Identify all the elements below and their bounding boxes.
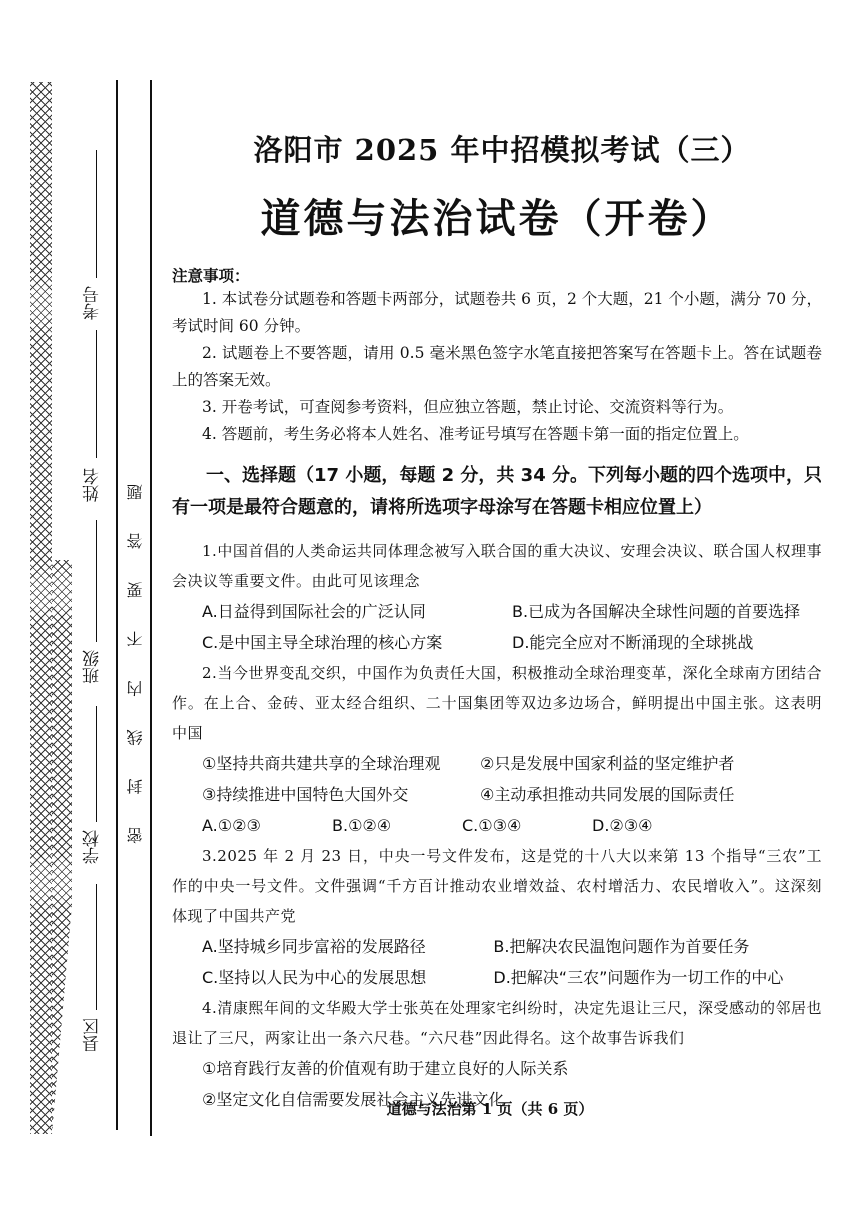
question-3-stem: 3.2025 年 2 月 23 日，中央一号文件发布，这是党的十八大以来第 13 个指导“三农”工作的中央一号文件。文件强调“千方百计推动农业增效益、农村增活力、农民增收入”。这深刻体现了中国共产党: [172, 847, 822, 925]
binding-hatch-pattern-lower: [52, 560, 72, 1134]
question-1-options-row: [172, 596, 822, 627]
option: A.日益得到国际社会的广泛认同: [202, 602, 426, 621]
binding-line-right: [150, 80, 152, 1136]
exam-title: 洛阳市 2025 年中招模拟考试（三）: [253, 133, 751, 167]
question-3-options-row: [172, 962, 822, 993]
field-label-name: 姓名: [83, 468, 103, 502]
notice-item: 1. 本试卷分试题卷和答题卡两部分，试题卷共 6 页，2 个大题，21 个小题，满分 70 分，考试时间 60 分钟。: [172, 290, 822, 335]
question-2-statements-row: [172, 748, 822, 779]
notice-item: 3. 开卷考试，可查阅参考资料，但应独立答题，禁止讨论、交流资料等行为。: [202, 398, 734, 416]
field-rule-class: [96, 520, 97, 642]
field-label-class: 班级: [83, 650, 103, 684]
question-2-stem: 2.当今世界变乱交织，中国作为负责任大国，积极推动全球治理变革，深化全球南方团结合作。在上合、金砖、亚太经合组织、二十国集团等双边多边场合，鲜明提出中国主张。这表明中国: [172, 664, 822, 742]
field-label-county: 县区: [83, 1018, 103, 1052]
statement: ②只是发展中国家利益的坚定维护者: [480, 754, 735, 773]
option: C.是中国主导全球治理的核心方案: [202, 633, 443, 652]
field-rule-county: [96, 884, 97, 1010]
question-3-options-row: [172, 931, 822, 962]
field-rule-exam-number: [96, 150, 97, 278]
notice-item: 2. 试题卷上不要答题，请用 0.5 毫米黑色签字水笔直接把答案写在答题卡上。答在试题卷上的答案无效。: [172, 344, 822, 389]
binding-line-left: [116, 80, 118, 1130]
question-2-options-row: [172, 810, 822, 841]
option: C.坚持以人民为中心的发展思想: [202, 968, 427, 987]
page-footer: 道德与法治第 1 页（共 6 页）: [386, 1100, 594, 1118]
option: C.①③④: [462, 816, 522, 835]
option: B.已成为各国解决全球性问题的首要选择: [512, 602, 801, 621]
statement: ④主动承担推动共同发展的国际责任: [480, 785, 735, 804]
statement: ①培育践行友善的价值观有助于建立良好的人际关系: [202, 1059, 569, 1078]
statement: ②坚定文化自信需要发展社会主义先进文化: [202, 1090, 505, 1109]
field-rule-school: [96, 706, 97, 822]
statement: ③持续推进中国特色大国外交: [202, 785, 409, 804]
question-2-statements-row: [172, 779, 822, 810]
exam-page: [172, 128, 822, 1115]
question-4-stem: 4.清康熙年间的文华殿大学士张英在处理家宅纠纷时，决定先退让三尺，深受感动的邻居也退让了三尺，两家让出一条六尺巷。“六尺巷”因此得名。这个故事告诉我们: [172, 999, 822, 1047]
option: A.坚持城乡同步富裕的发展路径: [202, 937, 426, 956]
option: D.②③④: [592, 816, 653, 835]
option: B.把解决农民温饱问题作为首要任务: [493, 937, 750, 956]
question-1-options-row: [172, 627, 822, 658]
exam-subtitle: 道德与法治试卷（开卷）: [260, 196, 734, 242]
option: B.①②④: [332, 816, 392, 835]
binding-hatch-pattern: [30, 82, 52, 1134]
field-label-exam-number: 考号: [83, 286, 103, 320]
field-label-school: 学校: [83, 830, 103, 864]
notice-title: 注意事项：: [172, 267, 250, 285]
option: D.把解决“三农”问题作为一切工作的中心: [493, 968, 784, 987]
field-rule-name: [96, 330, 97, 458]
notice-item: 4. 答题前，考生务必将本人姓名、准考证号填写在答题卡第一面的指定位置上。: [202, 425, 749, 443]
section-heading: 一、选择题（17 小题，每题 2 分，共 34 分。下列每小题的四个选项中，只有一项是最符合题意的，请将所选项字母涂写在答题卡相应位置上）: [172, 465, 822, 518]
question-1-stem: 1.中国首倡的人类命运共同体理念被写入联合国的重大决议、安理会决议、联合国人权理事会决议等重要文件。由此可见该理念: [172, 542, 822, 590]
statement: ①坚持共商共建共享的全球治理观: [202, 754, 441, 773]
seal-line-notice: 密 封 线 内 不 要 答 题: [126, 470, 145, 844]
option: D.能完全应对不断涌现的全球挑战: [512, 633, 754, 652]
option: A.①②③: [202, 816, 261, 835]
